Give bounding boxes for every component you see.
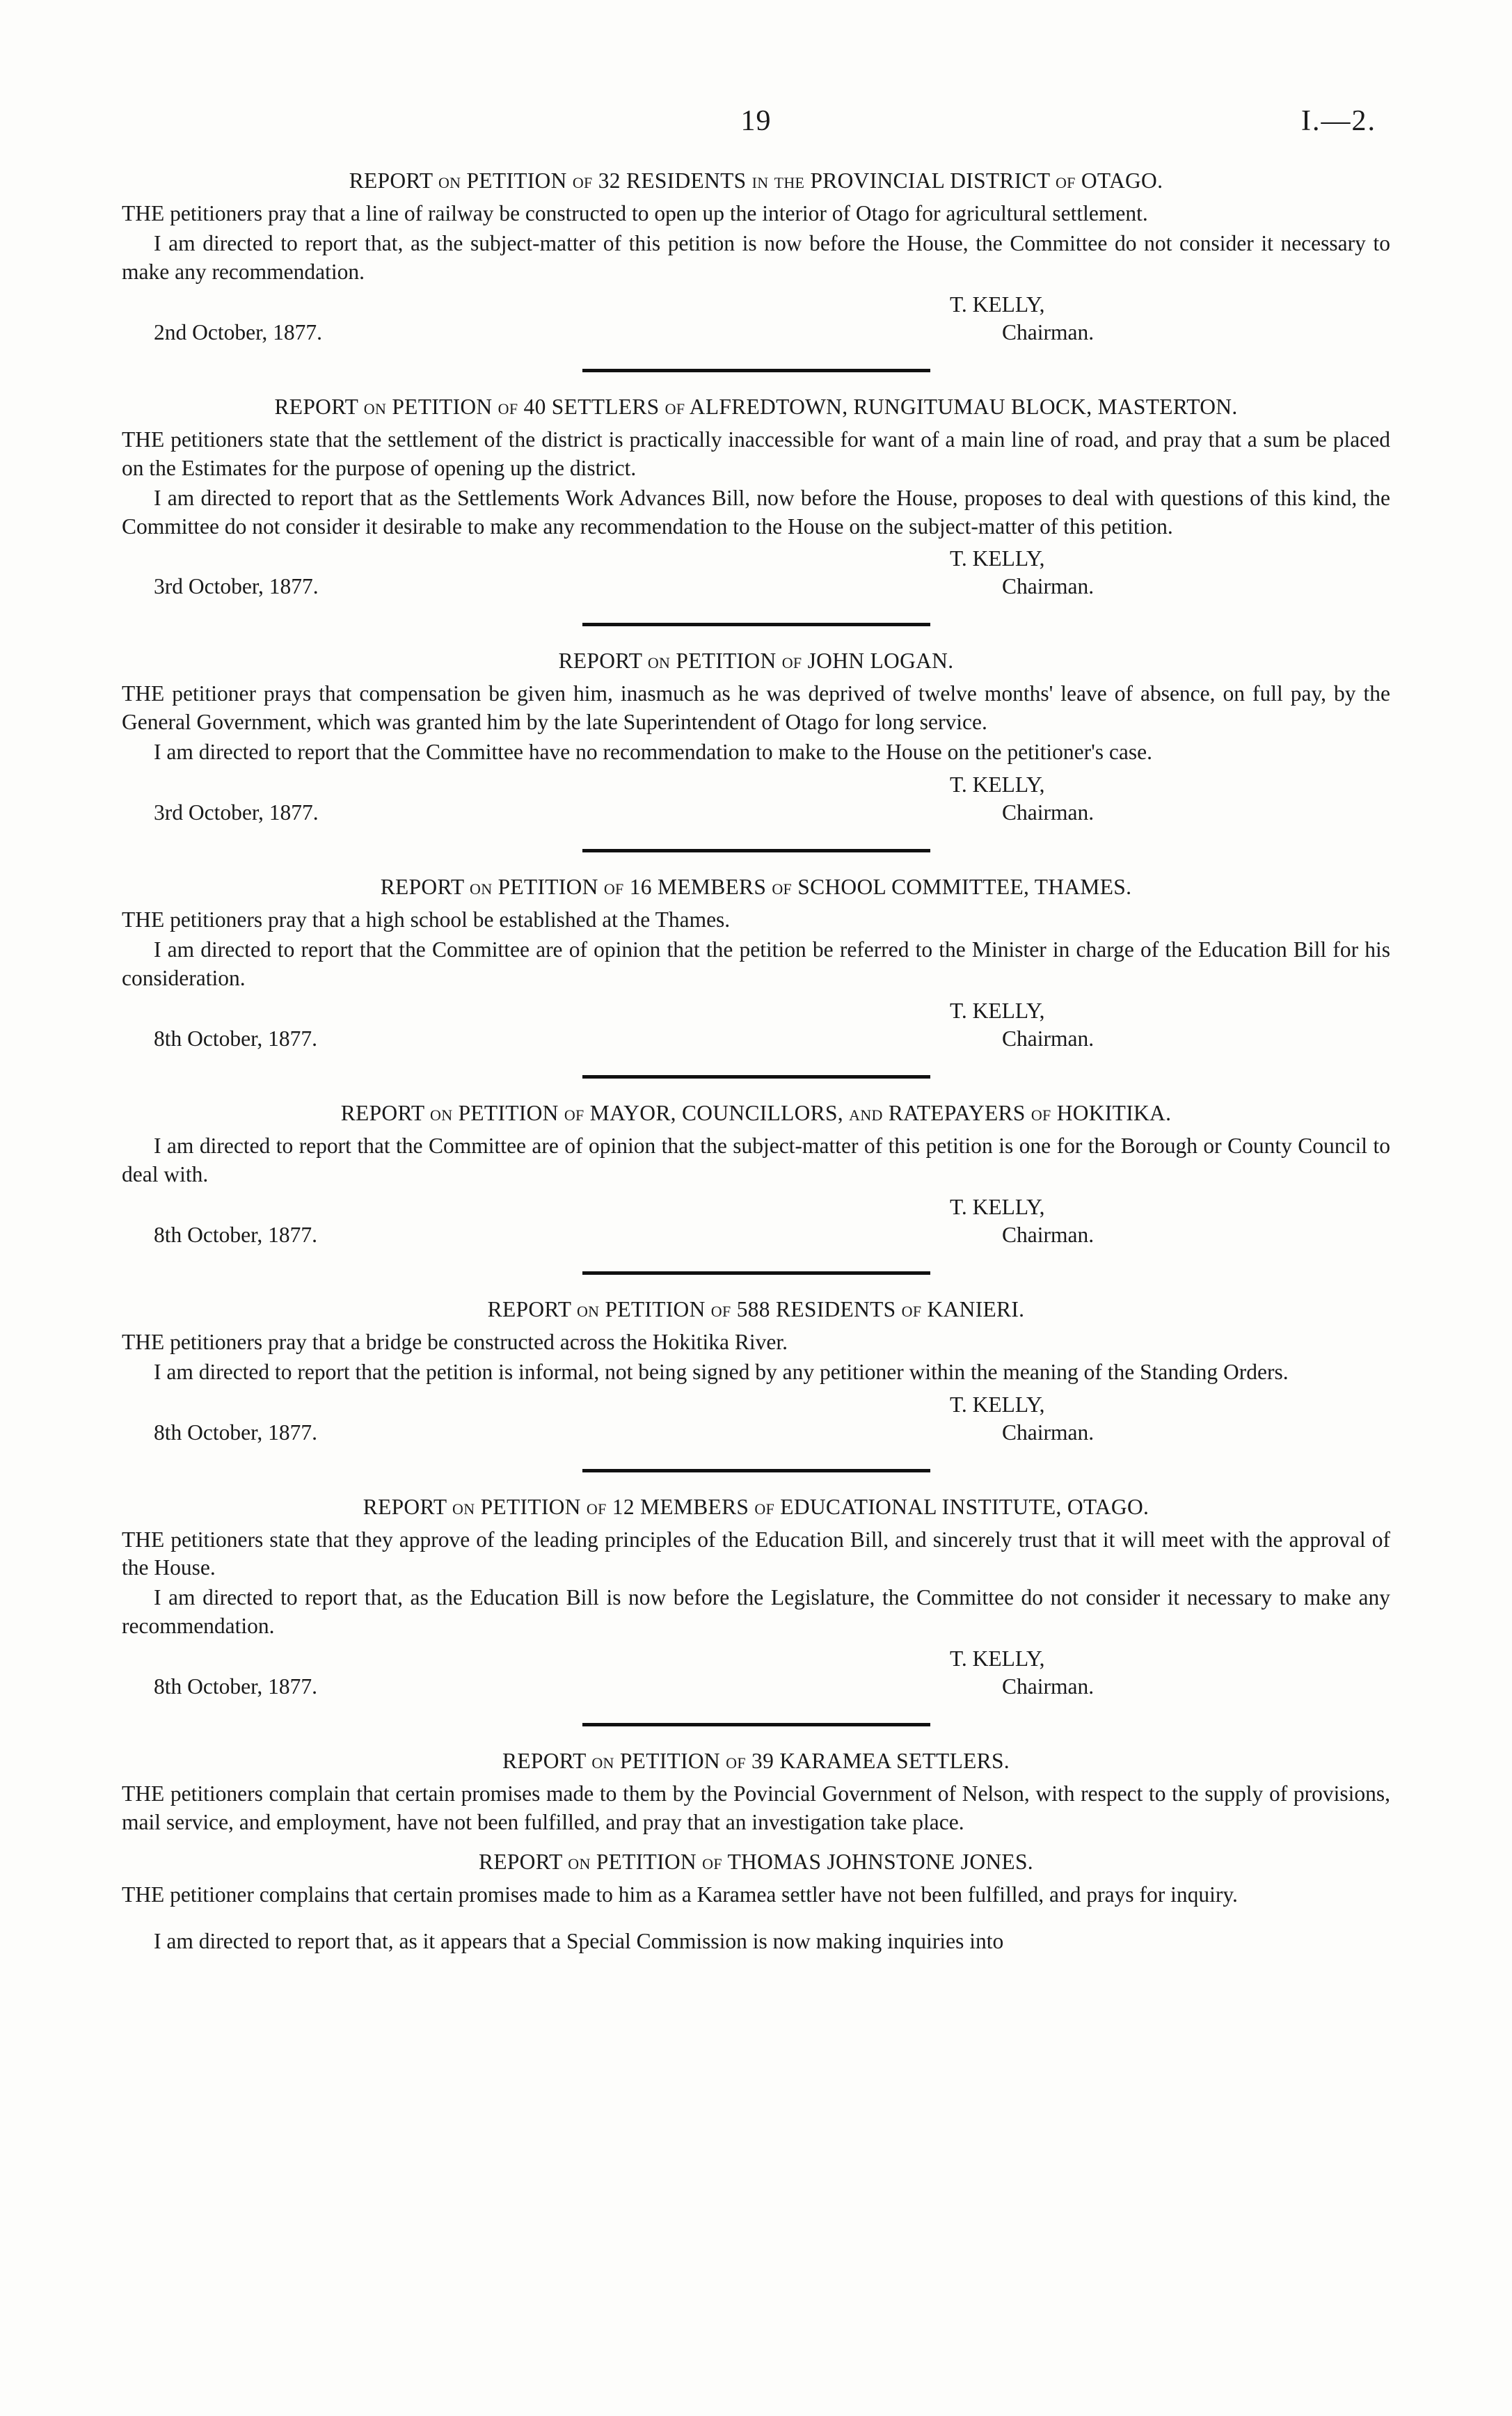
report-paragraph: I am directed to report that the Committee are of opinion that the subject-matter of this petition is one for the Borough or County Council to deal with. xyxy=(122,1133,1390,1186)
report-paragraph: I am directed to report that the petition is informal, not being signed by any petitioner within the meaning of the Standing Orders. xyxy=(154,1359,1289,1384)
signature-date: 8th October, 1877. xyxy=(154,1026,317,1051)
report-paragraph: I am directed to report that, as the Education Bill is now before the Legislature, the Committee do not consider it necessary to make any recommendation. xyxy=(122,1585,1390,1639)
report-title: REPORT on PETITION of 32 RESIDENTS in the PROVINCIAL DISTRICT of OTAGO. xyxy=(349,168,1163,193)
report-title: REPORT on PETITION of JOHN LOGAN. xyxy=(558,649,954,674)
report-title: REPORT on PETITION of MAYOR, COUNCILLORS, and RATEPAYERS of HOKITIKA. xyxy=(340,1100,1172,1125)
signature-block xyxy=(122,1193,1390,1253)
signature-name: T. KELLY, xyxy=(950,1194,1045,1219)
signature-role: Chairman. xyxy=(1002,1222,1095,1247)
signature-date: 8th October, 1877. xyxy=(154,1222,317,1247)
signature-date: 2nd October, 1877. xyxy=(154,319,322,344)
signature-role: Chairman. xyxy=(1002,800,1095,825)
report-paragraph: THE petitioners state that they approve of the leading principles of the Education Bill, and sincerely trust that it will meet with the approval of the House. xyxy=(122,1527,1390,1580)
report-block xyxy=(122,1099,1390,1275)
signature-role: Chairman. xyxy=(1002,1674,1095,1699)
signature-name: T. KELLY, xyxy=(950,772,1045,797)
report-block xyxy=(122,167,1390,372)
signature-name: T. KELLY, xyxy=(950,998,1045,1023)
section-divider xyxy=(582,849,930,852)
page-header xyxy=(122,104,1390,167)
section-divider xyxy=(582,369,930,372)
report-paragraph: THE petitioners state that the settlement of the district is practically inaccessible for want of a main line of road, and pray that a sum be placed on the Estimates for the purpose of opening up the district. xyxy=(122,427,1390,480)
report-block xyxy=(122,1493,1390,1727)
signature-date: 8th October, 1877. xyxy=(154,1674,317,1699)
report-block xyxy=(122,393,1390,627)
section-divider xyxy=(582,623,930,626)
section-divider xyxy=(582,1723,930,1726)
signature-date: 3rd October, 1877. xyxy=(154,800,319,825)
report-paragraph: I am directed to report that as the Settlements Work Advances Bill, now before the House, proposes to deal with questions of this kind, the Committee do not consider it desirable to make any recommendation to the House on the subject-matter of this petition. xyxy=(122,485,1390,539)
signature-name: T. KELLY, xyxy=(950,292,1045,317)
signature-date: 8th October, 1877. xyxy=(154,1420,317,1445)
report-block xyxy=(122,873,1390,1079)
signature-block xyxy=(122,771,1390,831)
report-paragraph: THE petitioners pray that a high school be established at the Thames. xyxy=(122,907,731,932)
signature-block xyxy=(122,291,1390,351)
report-paragraph: THE petitioners complain that certain promises made to them by the Povincial Government of Nelson, with respect to the supply of provisions, mail service, and employment, have not been fulfilled, and pray that an investigation take place. xyxy=(122,1781,1390,1835)
signature-block xyxy=(122,997,1390,1057)
document-code: I.—2. xyxy=(1301,105,1376,137)
signature-name: T. KELLY, xyxy=(950,1646,1045,1671)
signature-date: 3rd October, 1877. xyxy=(154,574,319,599)
report-paragraph: THE petitioners pray that a line of railway be constructed to open up the interior of Otago for agricultural settlement. xyxy=(122,200,1148,225)
report-title: REPORT on PETITION of 39 KARAMEA SETTLERS. xyxy=(502,1749,1010,1774)
report-paragraph-continued: I am directed to report that, as it appears that a Special Commission is now making inquiries into xyxy=(154,1928,1004,1953)
spacer xyxy=(122,1838,1390,1848)
report-paragraph: I am directed to report that the Committee have no recommendation to make to the House on the petitioner's case. xyxy=(154,740,1152,765)
report-title: REPORT on PETITION of 12 MEMBERS of EDUCATIONAL INSTITUTE, OTAGO. xyxy=(363,1494,1149,1519)
report-paragraph: THE petitioners pray that a bridge be constructed across the Hokitika River. xyxy=(122,1329,788,1354)
report-block-karamea xyxy=(122,1747,1390,1956)
section-divider xyxy=(582,1271,930,1275)
signature-name: T. KELLY, xyxy=(950,546,1045,571)
report-paragraph: THE petitioner complains that certain promises made to him as a Karamea settler have not been fulfilled, and prays for inquiry. xyxy=(122,1882,1238,1907)
signature-role: Chairman. xyxy=(1002,1420,1095,1445)
report-paragraph: I am directed to report that the Committee are of opinion that the petition be referred to the Minister in charge of the Education Bill for his consideration. xyxy=(122,937,1390,990)
page-content xyxy=(122,167,1390,1956)
report-title: REPORT on PETITION of THOMAS JOHNSTONE JONES. xyxy=(479,1850,1033,1875)
signature-block xyxy=(122,1391,1390,1451)
section-divider xyxy=(582,1469,930,1472)
signature-role: Chairman. xyxy=(1002,1026,1095,1051)
report-title: REPORT on PETITION of 16 MEMBERS of SCHOOL COMMITTEE, THAMES. xyxy=(380,875,1132,900)
signature-block xyxy=(122,545,1390,605)
signature-name: T. KELLY, xyxy=(950,1392,1045,1417)
report-title: REPORT on PETITION of 588 RESIDENTS of KANIERI. xyxy=(487,1296,1025,1321)
report-paragraph: I am directed to report that, as the subject-matter of this petition is now before the House, the Committee do not consider it necessary to make any recommendation. xyxy=(122,230,1390,284)
signature-block xyxy=(122,1645,1390,1705)
signature-role: Chairman. xyxy=(1002,319,1095,344)
page-number: 19 xyxy=(740,105,772,137)
report-block xyxy=(122,1296,1390,1472)
signature-role: Chairman. xyxy=(1002,574,1095,599)
report-title: REPORT on PETITION of 40 SETTLERS of ALFREDTOWN, RUNGITUMAU BLOCK, MASTERTON. xyxy=(274,394,1238,419)
report-block xyxy=(122,647,1390,852)
report-paragraph: THE petitioner prays that compensation be given him, inasmuch as he was deprived of twelve months' leave of absence, on full pay, by the General Government, which was granted him by the late Superintendent of Otago for long service. xyxy=(122,681,1390,735)
section-divider xyxy=(582,1075,930,1079)
